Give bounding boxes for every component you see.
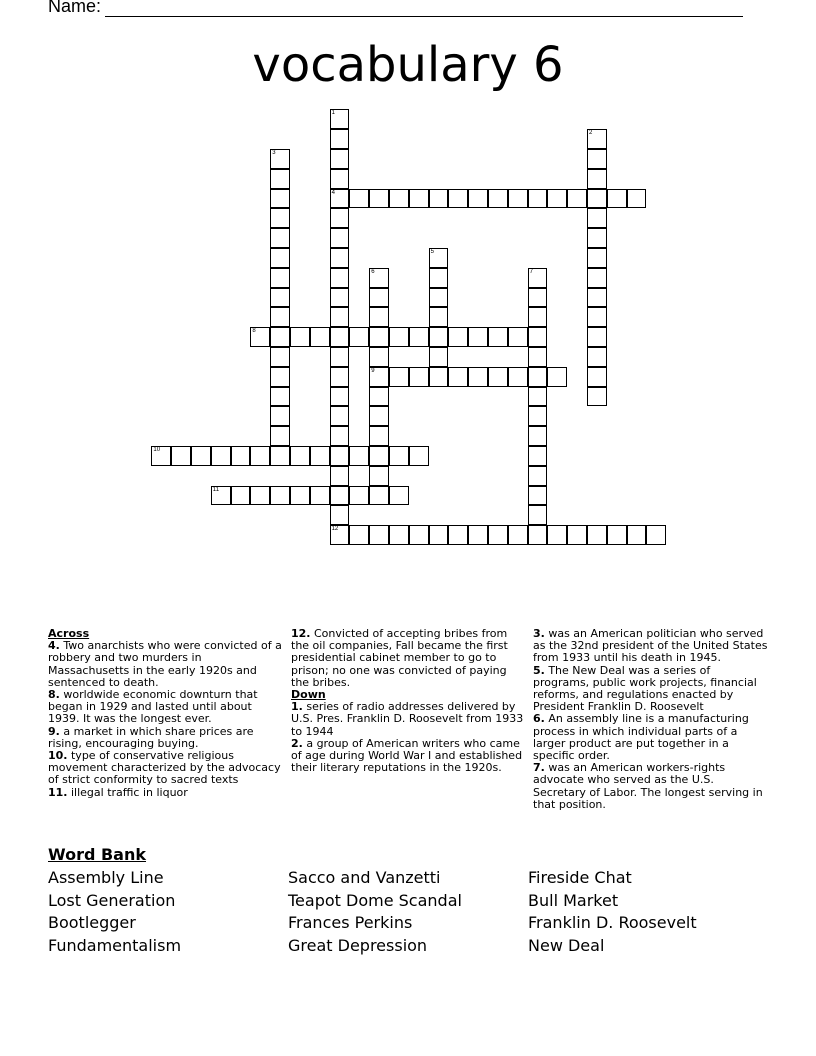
grid-cell[interactable] [389,367,409,387]
clue-number: 4 [331,189,335,196]
clue-number: 1 [331,110,335,117]
clue-number: 8 [252,328,256,335]
grid-cell[interactable] [528,288,548,308]
grid-cell[interactable] [270,169,290,189]
grid-cell[interactable] [528,387,548,407]
clue-number: 10 [153,447,161,453]
grid-cell[interactable] [270,446,290,466]
grid-cell[interactable] [429,268,449,288]
clue-across-4: 4. Two anarchists who were convicted of a robbery and two murders in Massachusetts in the early 1920s and sentenced to death. [48,639,282,689]
grid-cell[interactable] [488,189,508,209]
grid-cell[interactable] [409,327,429,347]
word-bank-item: Fundamentalism [48,935,182,955]
clue-across-12: 12. Convicted of accepting bribes from the oil companies, Fall became the first presidential cabinet member to go to prison; no one was convicted of paying the bribes. [291,627,508,689]
grid-cell[interactable] [270,406,290,426]
grid-cell[interactable] [369,268,389,288]
grid-cell[interactable] [607,189,627,209]
grid-cell[interactable] [330,129,350,149]
grid-cell[interactable] [369,525,389,545]
grid-cell[interactable] [270,208,290,228]
grid-cell[interactable] [171,446,191,466]
word-bank-column-3 [528,867,697,957]
clue-down-2: 2. a group of American writers who came of age during World War I and established their literary reputations in the 1920s. [291,736,523,775]
grid-cell[interactable] [448,189,468,209]
grid-cell[interactable] [528,327,548,347]
clue-number: 3 [272,150,276,156]
grid-cell[interactable] [270,426,290,446]
grid-cell[interactable] [369,367,389,387]
grid-cell[interactable] [389,327,409,347]
down-header: Down [291,688,326,702]
grid-cell[interactable] [191,446,211,466]
grid-cell[interactable] [310,486,330,506]
grid-cell[interactable] [528,268,548,288]
grid-cell[interactable] [330,189,350,209]
grid-cell[interactable] [270,486,290,506]
grid-cell[interactable] [330,248,350,268]
grid-cell[interactable] [369,307,389,327]
grid-cell[interactable] [270,268,290,288]
clue-number: 9 [371,367,375,374]
grid-cell[interactable] [369,426,389,446]
page-title: vocabulary 6 [252,37,564,93]
grid-cell[interactable] [627,189,647,209]
grid-cell[interactable] [587,169,607,189]
grid-cell[interactable] [369,347,389,367]
grid-cell[interactable] [488,525,508,545]
name-label: Name: [48,0,102,16]
grid-cell[interactable] [468,327,488,347]
grid-cell[interactable] [330,446,350,466]
clue-across-10: 10. type of conservative religious movement characterized by the advocacy of strict conformity to sacred texts [48,749,281,787]
grid-cell[interactable] [250,327,270,347]
grid-cell[interactable] [369,406,389,426]
grid-cell[interactable] [330,109,350,129]
clue-number: 5 [430,249,434,255]
grid-cell[interactable] [587,149,607,169]
grid-cell[interactable] [349,446,369,466]
grid-cell[interactable] [270,367,290,387]
grid-cell[interactable] [310,327,330,347]
clue-number: 11 [212,486,220,493]
clue-across-9: 9. a market in which share prices are rising, encouraging buying. [48,724,254,750]
across-header: Across [48,627,90,640]
grid-cell[interactable] [270,288,290,308]
word-bank-item: Bootlegger [48,913,136,933]
grid-cell[interactable] [211,486,231,506]
grid-cell[interactable] [528,505,548,525]
grid-cell[interactable] [429,525,449,545]
clue-number: 2 [589,130,593,137]
grid-cell[interactable] [587,189,607,209]
grid-cell[interactable] [547,189,567,209]
grid-cell[interactable] [528,347,548,367]
word-bank-item: Sacco and Vanzetti [288,868,441,887]
grid-cell[interactable] [448,327,468,347]
grid-cell[interactable] [528,486,548,506]
grid-cell[interactable] [290,486,310,506]
word-bank-column-2 [288,867,462,957]
word-bank-item: Fireside Chat [528,868,632,887]
grid-cell[interactable] [369,327,389,347]
grid-cell[interactable] [330,486,350,506]
grid-cell[interactable] [250,486,270,506]
grid-cell[interactable] [468,189,488,209]
word-bank-column-1 [48,867,181,957]
grid-cell[interactable] [587,307,607,327]
grid-cell[interactable] [448,367,468,387]
grid-cell[interactable] [349,525,369,545]
grid-cell[interactable] [310,446,330,466]
word-bank-item: Lost Generation [48,890,176,910]
grid-cell[interactable] [488,367,508,387]
word-bank-item: Great Depression [288,935,428,955]
word-bank-item: Bull Market [528,890,619,910]
clue-across-11: 11. illegal traffic in liquor [48,785,188,799]
grid-cell[interactable] [330,525,350,545]
grid-cell[interactable] [587,327,607,347]
grid-cell[interactable] [646,525,666,545]
grid-cell[interactable] [567,525,587,545]
grid-cell[interactable] [231,486,251,506]
clue-number: 6 [371,268,375,275]
clue-number: 12 [331,526,339,533]
grid-cell[interactable] [369,288,389,308]
grid-cell[interactable] [409,189,429,209]
clue-down-7: 7. was an American workers-rights advocate who served as the U.S. Secretary of Labor. The longest serving in that position. [533,761,763,811]
grid-cell[interactable] [587,228,607,248]
grid-cell[interactable] [528,307,548,327]
grid-cell[interactable] [330,228,350,248]
grid-cell[interactable] [587,288,607,308]
grid-cell[interactable] [151,446,171,466]
grid-cell[interactable] [607,525,627,545]
grid-cell[interactable] [389,189,409,209]
grid-cell[interactable] [369,387,389,407]
clues-column-1 [48,628,286,799]
grid-cell[interactable] [330,288,350,308]
clue-number: 7 [529,268,533,275]
grid-cell[interactable] [587,129,607,149]
grid-cell[interactable] [330,466,350,486]
grid-cell[interactable] [231,446,251,466]
grid-cell[interactable] [349,327,369,347]
clue-across-8: 8. worldwide economic downturn that began in 1929 and lasted until about 1939. It was the longest ever. [48,688,258,726]
grid-cell[interactable] [587,208,607,228]
grid-cell[interactable] [330,387,350,407]
word-bank-item: Franklin D. Roosevelt [528,913,697,933]
grid-cell[interactable] [270,347,290,367]
grid-cell[interactable] [409,446,429,466]
word-bank-item: New Deal [528,935,605,955]
grid-cell[interactable] [270,189,290,209]
grid-cell[interactable] [330,307,350,327]
grid-cell[interactable] [429,347,449,367]
word-bank-item: Teapot Dome Scandal [288,890,462,910]
grid-cell[interactable] [330,347,350,367]
grid-cell[interactable] [468,367,488,387]
grid-cell[interactable] [488,327,508,347]
grid-cell[interactable] [567,189,587,209]
grid-cell[interactable] [330,327,350,347]
grid-cell[interactable] [587,367,607,387]
grid-cell[interactable] [330,505,350,525]
grid-cell[interactable] [389,525,409,545]
word-bank-item: Assembly Line [48,868,164,887]
grid-cell[interactable] [429,288,449,308]
word-bank-item: Frances Perkins [288,913,413,933]
clues-column-2 [291,628,527,774]
grid-cell[interactable] [250,446,270,466]
clue-down-6: 6. An assembly line is a manufacturing process in which individual parts of a larger product are put together in a specific order. [533,712,749,763]
grid-cell[interactable] [627,525,647,545]
grid-cell[interactable] [389,446,409,466]
grid-cell[interactable] [528,446,548,466]
grid-cell[interactable] [270,327,290,347]
grid-cell[interactable] [270,307,290,327]
grid-cell[interactable] [429,307,449,327]
grid-cell[interactable] [270,387,290,407]
grid-cell[interactable] [369,466,389,486]
grid-cell[interactable] [587,387,607,407]
grid-cell[interactable] [508,525,528,545]
grid-cell[interactable] [409,367,429,387]
grid-cell[interactable] [330,149,350,169]
grid-cell[interactable] [587,248,607,268]
grid-cell[interactable] [429,327,449,347]
grid-cell[interactable] [429,367,449,387]
grid-cell[interactable] [508,189,528,209]
grid-cell[interactable] [409,525,429,545]
clues-column-3 [533,628,769,811]
grid-cell[interactable] [369,446,389,466]
grid-cell[interactable] [270,149,290,169]
grid-cell[interactable] [369,486,389,506]
grid-cell[interactable] [587,347,607,367]
grid-cell[interactable] [528,466,548,486]
grid-cell[interactable] [587,268,607,288]
grid-cell[interactable] [330,169,350,189]
grid-cell[interactable] [528,426,548,446]
grid-cell[interactable] [270,248,290,268]
grid-cell[interactable] [429,189,449,209]
grid-cell[interactable] [330,406,350,426]
grid-cell[interactable] [528,406,548,426]
grid-cell[interactable] [330,268,350,288]
grid-cell[interactable] [429,248,449,268]
clue-down-1: 1. series of radio addresses delivered by U.S. Pres. Franklin D. Roosevelt from 1933 to 1944 [291,700,524,738]
grid-cell[interactable] [270,228,290,248]
clue-down-3: 3. was an American politician who served as the 32nd president of the United States from 1933 until his death in 1945. [533,627,768,665]
grid-cell[interactable] [508,367,528,387]
grid-cell[interactable] [547,367,567,387]
grid-cell[interactable] [211,446,231,466]
grid-cell[interactable] [528,189,548,209]
grid-cell[interactable] [389,486,409,506]
word-bank-title: Word Bank [48,845,147,864]
grid-cell[interactable] [349,189,369,209]
grid-cell[interactable] [547,525,567,545]
grid-cell[interactable] [290,327,310,347]
grid-cell[interactable] [290,446,310,466]
grid-cell[interactable] [528,525,548,545]
grid-cell[interactable] [330,426,350,446]
grid-cell[interactable] [528,367,548,387]
grid-cell[interactable] [508,327,528,347]
grid-cell[interactable] [369,189,389,209]
grid-cell[interactable] [349,486,369,506]
clue-down-5: 5. The New Deal was a series of programs, public work projects, financial reforms, and regulations enacted by President Franklin D. Roosevelt [533,663,757,714]
grid-cell[interactable] [468,525,488,545]
grid-cell[interactable] [587,525,607,545]
grid-cell[interactable] [330,367,350,387]
grid-cell[interactable] [448,525,468,545]
grid-cell[interactable] [330,208,350,228]
